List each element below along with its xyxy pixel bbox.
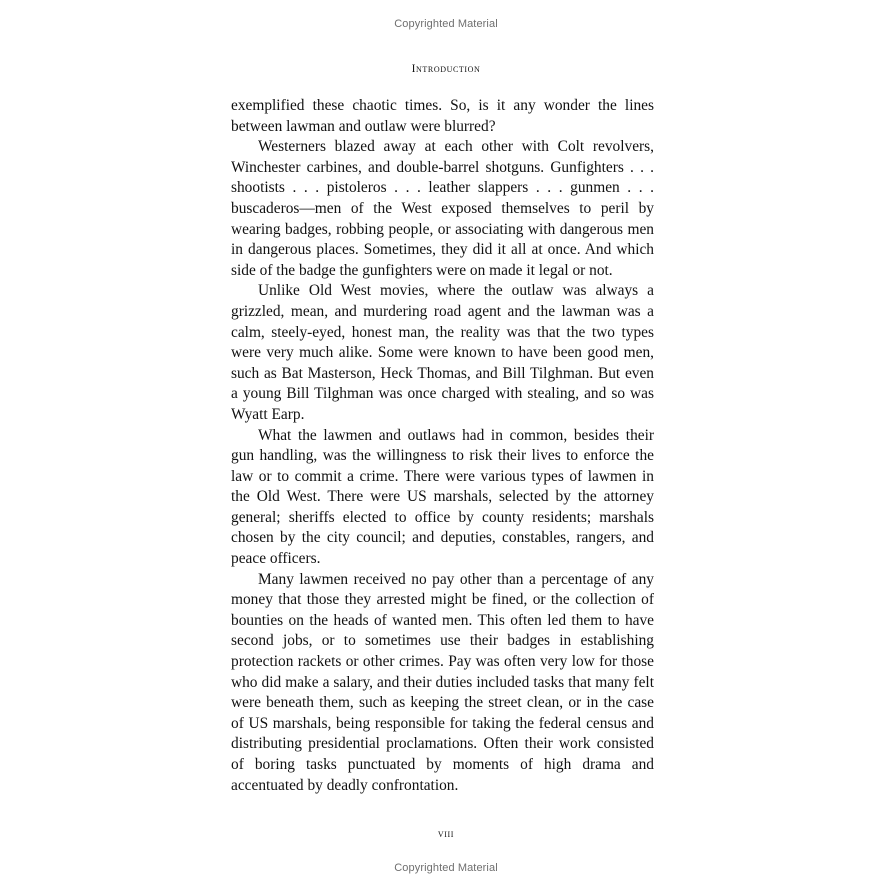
watermark-bottom: Copyrighted Material	[394, 862, 498, 874]
body-text	[231, 96, 654, 796]
paragraph: Westerners blazed away at each other with Colt revolvers, Winchester carbines, and double-barrel shotguns. Gunfighters . . . shootists . . . pistoleros . . . leather slappers . . . gunmen . . . buscaderos—men of the West exposed themselves to peril by wearing badges, robbing people, or associating with dangerous men in dangerous places. Sometimes, they did it all at once. And which side of the badge the gunfighters were on made it legal or not.	[231, 138, 654, 279]
running-head: Introduction	[411, 63, 481, 75]
paragraph: Unlike Old West movies, where the outlaw was always a grizzled, mean, and murdering road agent and the lawman was a calm, steely-eyed, honest man, the reality was that the two types were very much alike. Some were known to have been good men, such as Bat Masterson, Heck Thomas, and Bill Tilghman. But even a young Bill Tilghman was once charged with stealing, and so was Wyatt Earp.	[231, 282, 654, 423]
paragraph-continued: exemplified these chaotic times. So, is it any wonder the lines between lawman and outlaw were blurred?	[231, 97, 654, 135]
watermark-top: Copyrighted Material	[394, 18, 498, 30]
paragraph: What the lawmen and outlaws had in common, besides their gun handling, was the willingness to risk their lives to enforce the law or to commit a crime. There were various types of lawmen in the Old West. There were US marshals, selected by the attorney general; sheriffs elected to office by county residents; marshals chosen by the city council; and deputies, constables, rangers, and peace officers.	[231, 426, 654, 568]
page-number: viii	[437, 828, 455, 840]
paragraph: Many lawmen received no pay other than a percentage of any money that those they arrested might be fined, or the collection of bounties on the heads of wanted men. This often led them to have second jobs, or to sometimes use their badges in establishing protection rackets or other crimes. Pay was often very low for those who did make a salary, and their duties included tasks that many felt were beneath them, such as keeping the street clean, or in the case of US marshals, being responsible for taking the federal census and distributing presidential proclamations. Often their work consisted of boring tasks punctuated by moments of high drama and accentuated by deadly confrontation.	[231, 570, 654, 794]
